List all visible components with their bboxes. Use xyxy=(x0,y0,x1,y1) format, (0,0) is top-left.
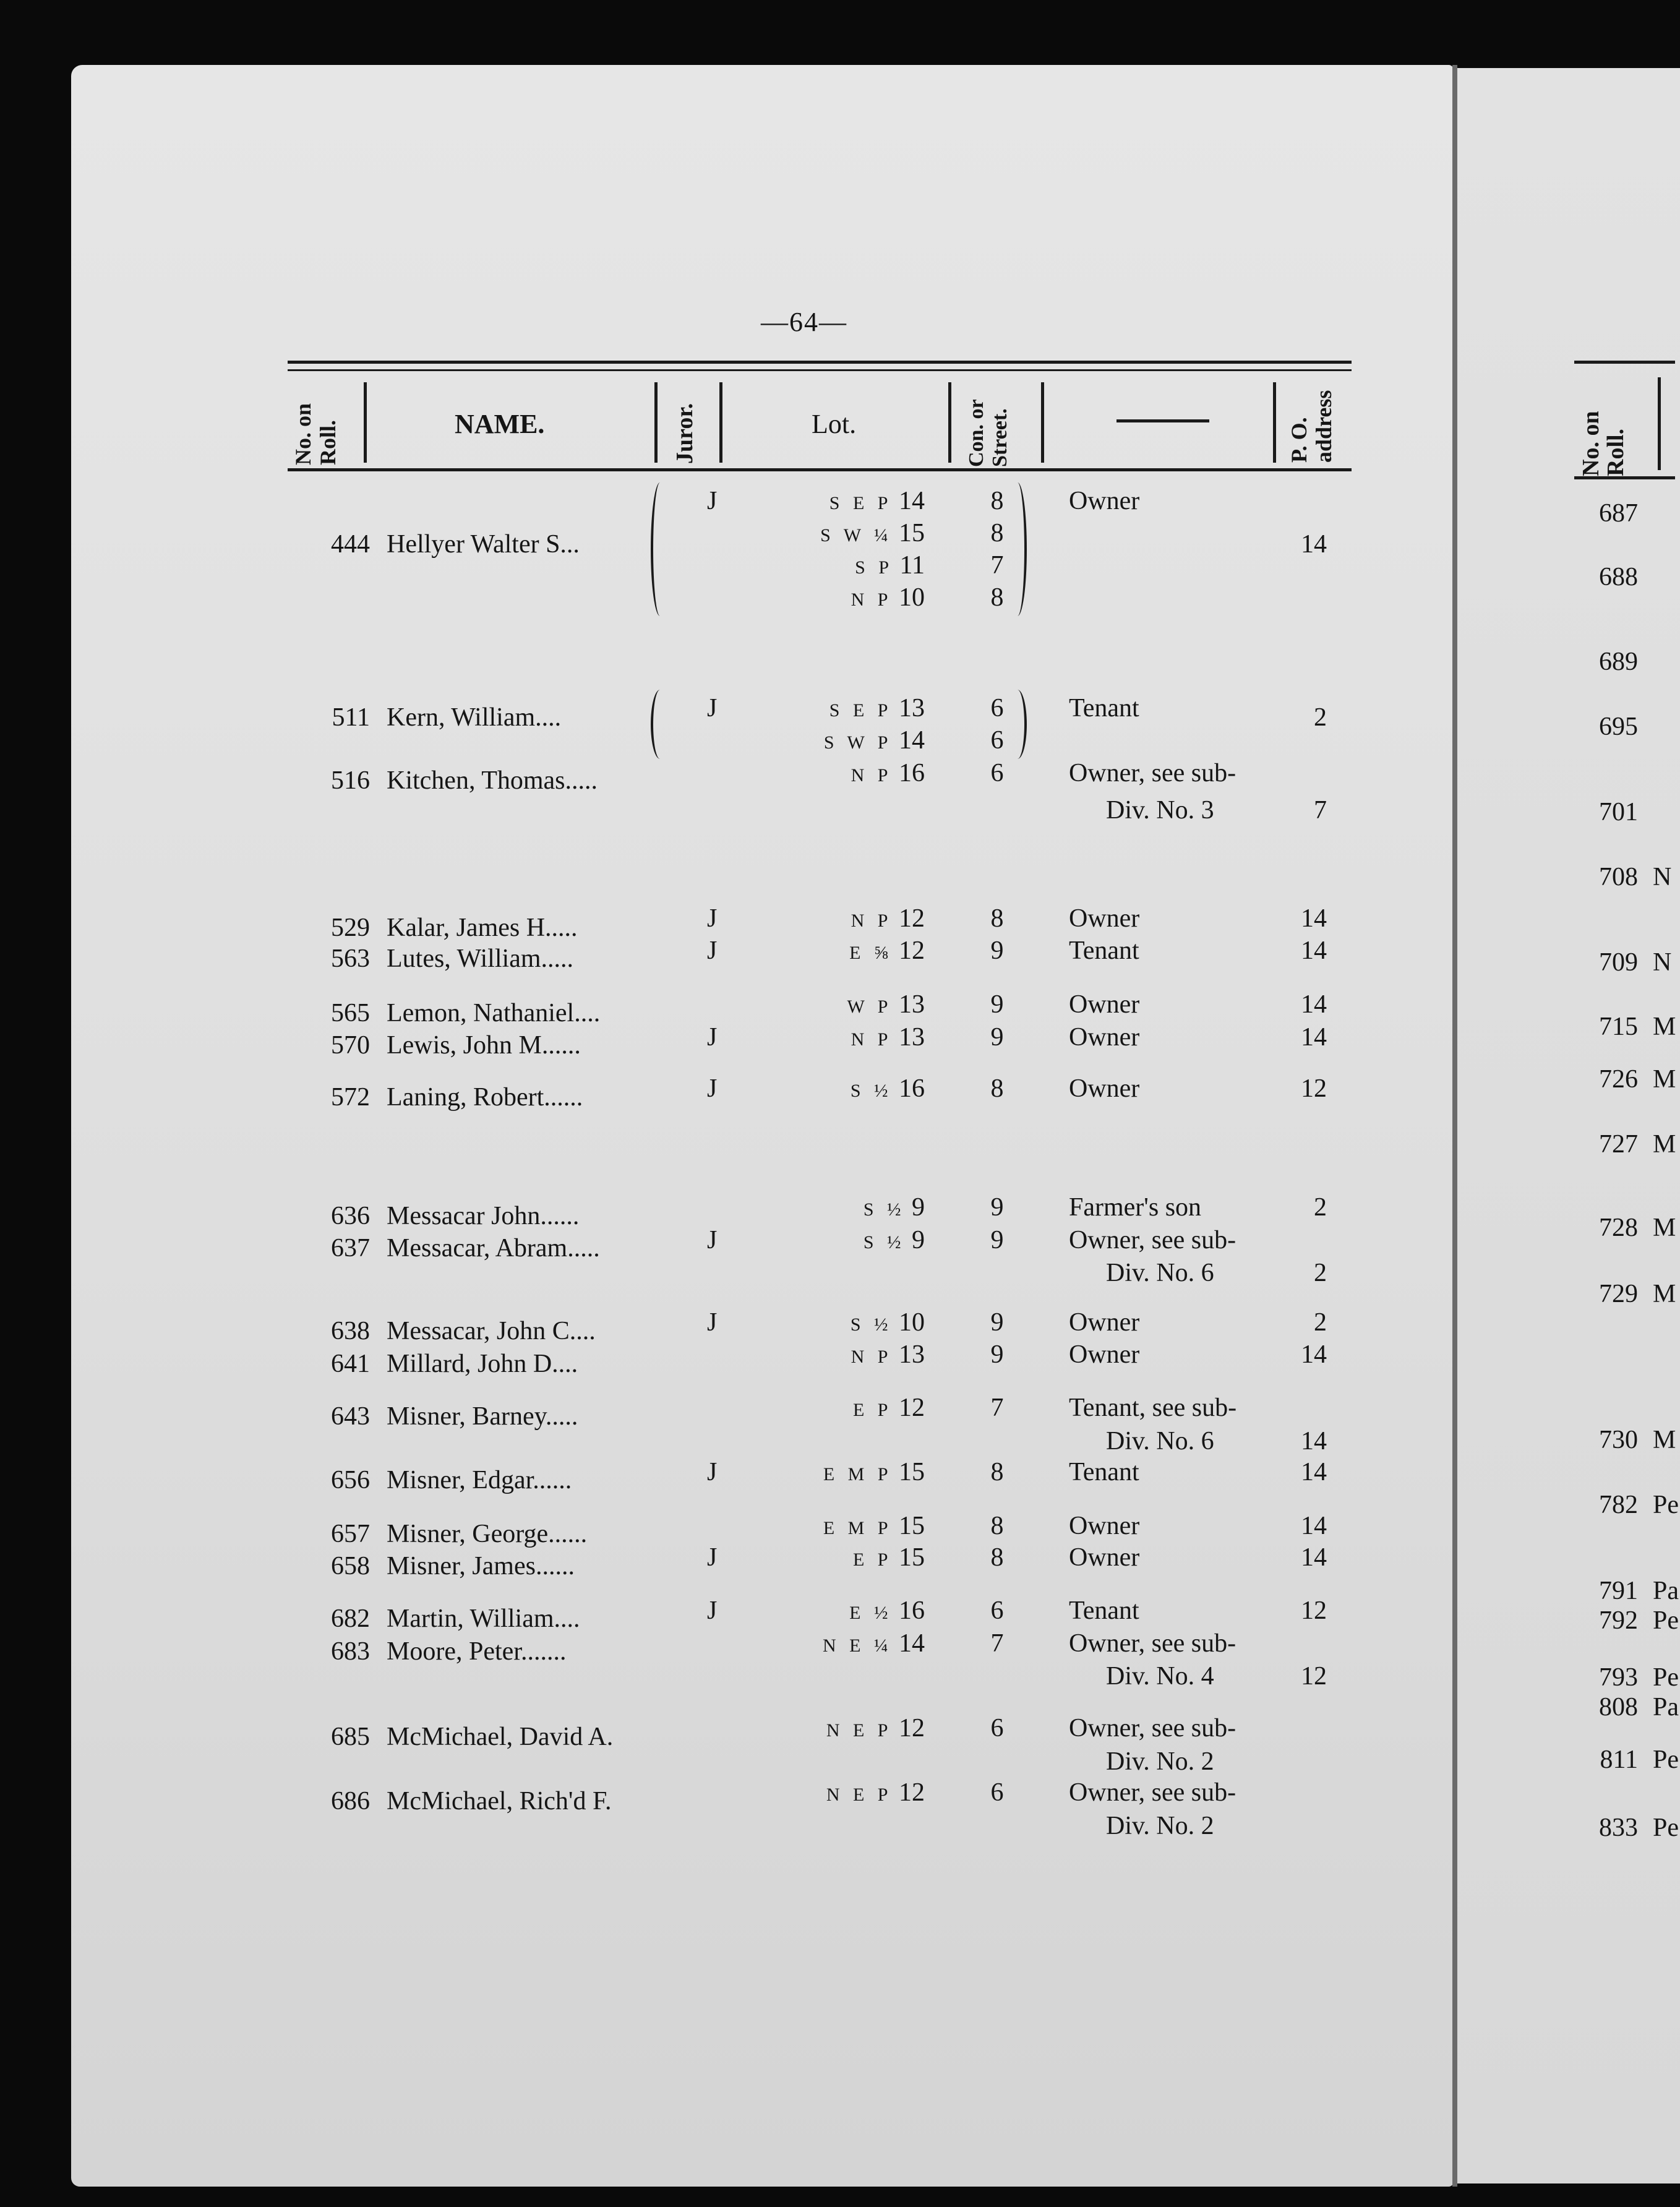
owner-status: Owner, see sub- xyxy=(1069,1714,1236,1742)
lot-number: 14 xyxy=(892,1629,925,1658)
juror-mark: J xyxy=(707,694,718,722)
lot-number: 12 xyxy=(892,1714,925,1742)
roll-number: 570 xyxy=(331,1031,370,1060)
right-header-top-rule xyxy=(1574,361,1675,364)
right-entry-name: Pa xyxy=(1653,1693,1679,1721)
lot-designation xyxy=(739,519,925,550)
lot-designation xyxy=(739,904,925,935)
lot-designation xyxy=(739,1629,925,1660)
owner-status: Owner, see sub- xyxy=(1069,1629,1236,1658)
entry-name: Lemon, Nathaniel.... xyxy=(387,999,601,1027)
lot-part: E P xyxy=(852,1400,893,1420)
lot-designation xyxy=(739,1193,925,1224)
lot-designation xyxy=(739,990,925,1021)
po-address: 2 xyxy=(1314,1259,1327,1287)
right-header-roll: No. on Roll. xyxy=(1578,411,1629,476)
po-address: 14 xyxy=(1301,1340,1327,1369)
col-sep-4 xyxy=(948,382,951,463)
roll-number: 686 xyxy=(331,1787,370,1815)
lot-number: 13 xyxy=(892,1023,925,1052)
right-entry-name: N xyxy=(1653,863,1672,891)
po-address: 7 xyxy=(1314,796,1327,825)
right-entry-name: Pa xyxy=(1653,1577,1679,1605)
concession-number: 9 xyxy=(990,1226,1004,1254)
roll-number: 682 xyxy=(331,1605,370,1633)
lot-part: W P xyxy=(847,996,893,1017)
lot-part: S ½ xyxy=(863,1232,906,1253)
lot-part: S W P xyxy=(823,732,893,753)
lot-part: E ⅝ xyxy=(849,943,893,963)
right-col-sep xyxy=(1658,377,1661,470)
concession-number: 9 xyxy=(990,1193,1004,1222)
right-roll-number: 730 xyxy=(1599,1426,1638,1454)
roll-number: 529 xyxy=(331,914,370,942)
col-sep-5 xyxy=(1041,382,1044,463)
po-address: 14 xyxy=(1301,1543,1327,1572)
right-roll-number: 687 xyxy=(1599,499,1638,528)
juror-mark: J xyxy=(707,1226,718,1254)
lot-designation xyxy=(739,1023,925,1054)
roll-number: 657 xyxy=(331,1520,370,1548)
juror-mark: J xyxy=(707,1308,718,1337)
owner-status: Owner, see sub- xyxy=(1069,759,1236,787)
right-entry-name: M xyxy=(1653,1065,1676,1094)
po-address: 14 xyxy=(1301,1023,1327,1052)
roll-number: 643 xyxy=(331,1402,370,1431)
owner-status: Tenant xyxy=(1069,936,1139,965)
entry-name: Kern, William.... xyxy=(387,703,562,732)
owner-status: Tenant xyxy=(1069,1458,1139,1486)
owner-status: Owner xyxy=(1069,904,1140,933)
entry-name: Messacar, John C.... xyxy=(387,1317,596,1345)
owner-status: Div. No. 6 xyxy=(1106,1427,1214,1455)
right-entry-name: Pe xyxy=(1653,1491,1679,1519)
po-address: 14 xyxy=(1301,936,1327,965)
concession-number: 8 xyxy=(990,904,1004,933)
entry-name: Misner, George...... xyxy=(387,1520,588,1548)
right-entry-name: M xyxy=(1653,1130,1676,1159)
lot-number: 10 xyxy=(892,583,925,612)
roll-number: 685 xyxy=(331,1723,370,1751)
concession-number: 7 xyxy=(990,1394,1004,1422)
entry-name: Lewis, John M...... xyxy=(387,1031,581,1060)
owner-status: Div. No. 4 xyxy=(1106,1662,1214,1691)
entry-name: Martin, William.... xyxy=(387,1605,580,1633)
roll-number: 641 xyxy=(331,1350,370,1378)
owner-status: Tenant xyxy=(1069,1596,1139,1625)
po-address: 2 xyxy=(1314,1193,1327,1222)
owner-status: Tenant, see sub- xyxy=(1069,1394,1237,1422)
po-address: 12 xyxy=(1301,1662,1327,1691)
juror-mark: J xyxy=(707,936,718,965)
lot-part: N E P xyxy=(826,1720,893,1741)
lot-number: 16 xyxy=(892,1074,925,1103)
lot-brace xyxy=(1008,690,1027,759)
juror-mark: J xyxy=(707,487,718,515)
entry-name: Messacar John...... xyxy=(387,1202,580,1230)
lot-part: S E P xyxy=(829,493,893,513)
juror-mark: J xyxy=(707,1458,718,1486)
owner-status: Div. No. 6 xyxy=(1106,1259,1214,1287)
lot-part: E M P xyxy=(823,1464,893,1485)
header-status-dash xyxy=(1116,419,1209,422)
concession-number: 9 xyxy=(990,1308,1004,1337)
lot-designation xyxy=(739,759,925,790)
owner-status: Owner xyxy=(1069,487,1140,515)
owner-status: Owner xyxy=(1069,990,1140,1019)
lot-brace xyxy=(1008,482,1027,616)
lot-part: E M P xyxy=(823,1518,893,1538)
book-gutter xyxy=(1452,65,1457,2187)
lot-part: S P xyxy=(855,557,894,578)
right-roll-number: 715 xyxy=(1599,1013,1638,1041)
header-lot: Lot. xyxy=(812,409,857,439)
left-page xyxy=(71,65,1454,2187)
owner-status: Div. No. 3 xyxy=(1106,796,1214,825)
roll-number: 683 xyxy=(331,1637,370,1666)
concession-number: 6 xyxy=(990,694,1004,722)
juror-mark: J xyxy=(707,904,718,933)
concession-number: 8 xyxy=(990,1074,1004,1103)
lot-number: 16 xyxy=(892,1596,925,1625)
po-address: 12 xyxy=(1301,1074,1327,1103)
right-roll-number: 689 xyxy=(1599,648,1638,676)
entry-name: McMichael, Rich'd F. xyxy=(387,1787,612,1815)
entry-name: Kitchen, Thomas..... xyxy=(387,766,598,795)
lot-part: S ½ xyxy=(863,1199,906,1220)
concession-number: 8 xyxy=(990,487,1004,515)
lot-number: 13 xyxy=(892,990,925,1019)
lot-number: 15 xyxy=(892,519,925,547)
lot-number: 14 xyxy=(892,487,925,515)
entry-name: Millard, John D.... xyxy=(387,1350,578,1378)
po-address: 12 xyxy=(1301,1596,1327,1625)
lot-number: 9 xyxy=(905,1193,925,1222)
roll-number: 637 xyxy=(331,1234,370,1262)
roll-number: 656 xyxy=(331,1466,370,1494)
right-entry-name: M xyxy=(1653,1426,1676,1454)
right-entry-name: M xyxy=(1653,1280,1676,1308)
right-entry-name: N xyxy=(1653,948,1672,977)
entry-name: Moore, Peter....... xyxy=(387,1637,567,1666)
right-roll-number: 793 xyxy=(1599,1663,1638,1692)
lot-number: 15 xyxy=(892,1458,925,1486)
concession-number: 8 xyxy=(990,1543,1004,1572)
lot-designation xyxy=(739,583,925,614)
po-address: 14 xyxy=(1301,904,1327,933)
lot-part: N E ¼ xyxy=(823,1635,893,1656)
concession-number: 9 xyxy=(990,990,1004,1019)
roll-number: 638 xyxy=(331,1317,370,1345)
lot-part: S ½ xyxy=(850,1314,893,1335)
roll-number: 444 xyxy=(331,530,370,559)
lot-part: N P xyxy=(851,911,893,931)
right-roll-number: 727 xyxy=(1599,1130,1638,1159)
lot-designation xyxy=(739,1458,925,1489)
owner-status: Owner xyxy=(1069,1023,1140,1052)
concession-number: 9 xyxy=(990,1023,1004,1052)
lot-number: 12 xyxy=(892,936,925,965)
right-page xyxy=(1457,68,1680,2183)
owner-status: Owner xyxy=(1069,1543,1140,1572)
owner-status: Tenant xyxy=(1069,694,1139,722)
right-roll-number: 833 xyxy=(1599,1814,1638,1842)
lot-number: 12 xyxy=(892,904,925,933)
header-name: NAME. xyxy=(455,409,545,439)
juror-mark: J xyxy=(707,1596,718,1625)
lot-designation xyxy=(739,1778,925,1809)
header-po: P. O. address xyxy=(1287,390,1336,463)
juror-mark: J xyxy=(707,1023,718,1052)
lot-designation xyxy=(739,1596,925,1627)
lot-designation xyxy=(739,694,925,725)
col-sep-2 xyxy=(654,382,658,463)
right-header-bottom-rule xyxy=(1574,476,1675,479)
concession-number: 6 xyxy=(990,1778,1004,1807)
lot-designation xyxy=(739,1543,925,1574)
header-bottom-rule xyxy=(288,468,1352,471)
owner-status: Owner xyxy=(1069,1074,1140,1103)
lot-designation xyxy=(739,726,925,757)
col-sep-3 xyxy=(719,382,722,463)
col-sep-6 xyxy=(1273,382,1276,463)
right-roll-number: 709 xyxy=(1599,948,1638,977)
juror-mark: J xyxy=(707,1074,718,1103)
roll-number: 563 xyxy=(331,945,370,973)
right-roll-number: 688 xyxy=(1599,563,1638,591)
entry-name: Laning, Robert...... xyxy=(387,1083,583,1112)
po-address: 2 xyxy=(1314,703,1327,732)
lot-part: S E P xyxy=(829,700,893,721)
lot-part: N P xyxy=(851,589,893,610)
concession-number: 6 xyxy=(990,1714,1004,1742)
lot-number: 11 xyxy=(893,551,925,580)
lot-number: 10 xyxy=(892,1308,925,1337)
right-roll-number: 726 xyxy=(1599,1065,1638,1094)
lot-number: 14 xyxy=(892,726,925,755)
owner-status: Div. No. 2 xyxy=(1106,1812,1214,1840)
roll-number: 565 xyxy=(331,999,370,1027)
lot-part: E ½ xyxy=(849,1603,893,1623)
right-entry-name: Pe xyxy=(1653,1746,1679,1774)
concession-number: 8 xyxy=(990,583,1004,612)
owner-status: Owner, see sub- xyxy=(1069,1778,1236,1807)
lot-part: E P xyxy=(852,1549,893,1570)
lot-number: 15 xyxy=(892,1543,925,1572)
header-juror: Juror. xyxy=(672,403,698,464)
juror-mark: J xyxy=(707,1543,718,1572)
entry-name: Messacar, Abram..... xyxy=(387,1234,600,1262)
right-entry-name: M xyxy=(1653,1214,1676,1242)
right-entry-name: Pe xyxy=(1653,1663,1679,1692)
owner-status: Farmer's son xyxy=(1069,1193,1202,1222)
right-roll-number: 708 xyxy=(1599,863,1638,891)
concession-number: 6 xyxy=(990,1596,1004,1625)
right-roll-number: 729 xyxy=(1599,1280,1638,1308)
owner-status: Owner, see sub- xyxy=(1069,1226,1236,1254)
concession-number: 8 xyxy=(990,519,1004,547)
owner-status: Owner xyxy=(1069,1308,1140,1337)
lot-number: 12 xyxy=(892,1394,925,1422)
concession-number: 6 xyxy=(990,726,1004,755)
entry-name: Misner, Edgar...... xyxy=(387,1466,572,1494)
po-address: 14 xyxy=(1301,990,1327,1019)
entry-name: Misner, Barney..... xyxy=(387,1402,578,1431)
lot-designation xyxy=(739,1308,925,1339)
po-address: 14 xyxy=(1301,530,1327,559)
header-con: Con. or Street. xyxy=(965,400,1011,467)
right-roll-number: 728 xyxy=(1599,1214,1638,1242)
lot-part: N P xyxy=(851,1029,893,1050)
lot-number: 12 xyxy=(892,1778,925,1807)
lot-number: 13 xyxy=(892,694,925,722)
owner-status: Owner xyxy=(1069,1512,1140,1540)
entry-name: Hellyer Walter S... xyxy=(387,530,580,559)
lot-part: N P xyxy=(851,765,893,786)
right-roll-number: 782 xyxy=(1599,1491,1638,1519)
po-address: 14 xyxy=(1301,1512,1327,1540)
concession-number: 7 xyxy=(990,1629,1004,1658)
lot-designation xyxy=(739,1226,925,1257)
concession-number: 6 xyxy=(990,759,1004,787)
roll-number: 572 xyxy=(331,1083,370,1112)
right-roll-number: 701 xyxy=(1599,798,1638,826)
lot-designation xyxy=(739,1074,925,1105)
owner-status: Div. No. 2 xyxy=(1106,1747,1214,1776)
lot-part: N P xyxy=(851,1347,893,1367)
lot-designation xyxy=(739,551,925,582)
right-entry-name: Pe xyxy=(1653,1814,1679,1842)
col-sep-1 xyxy=(364,382,367,463)
owner-status: Owner xyxy=(1069,1340,1140,1369)
lot-part: S W ¼ xyxy=(820,525,893,546)
entry-name: Lutes, William..... xyxy=(387,945,573,973)
concession-number: 8 xyxy=(990,1458,1004,1486)
lot-number: 13 xyxy=(892,1340,925,1369)
right-roll-number: 792 xyxy=(1599,1606,1638,1635)
lot-part: N E P xyxy=(826,1785,893,1805)
roll-number: 511 xyxy=(332,703,370,732)
entry-name: McMichael, David A. xyxy=(387,1723,614,1751)
entry-name: Kalar, James H..... xyxy=(387,914,578,942)
roll-number: 636 xyxy=(331,1202,370,1230)
lot-part: S ½ xyxy=(850,1081,893,1101)
lot-designation xyxy=(739,1512,925,1543)
roll-number: 658 xyxy=(331,1552,370,1580)
lot-designation xyxy=(739,1340,925,1371)
entry-name: Misner, James...... xyxy=(387,1552,575,1580)
concession-number: 8 xyxy=(990,1512,1004,1540)
name-brace xyxy=(651,690,669,759)
header-roll: No. on Roll. xyxy=(291,403,340,465)
po-address: 14 xyxy=(1301,1458,1327,1486)
concession-number: 7 xyxy=(990,551,1004,580)
page-number: —64— xyxy=(761,307,847,337)
concession-number: 9 xyxy=(990,1340,1004,1369)
lot-designation xyxy=(739,1394,925,1425)
lot-designation xyxy=(739,1714,925,1745)
roll-number: 516 xyxy=(331,766,370,795)
right-entry-name: Pe xyxy=(1653,1606,1679,1635)
name-brace xyxy=(651,482,669,616)
lot-designation xyxy=(739,936,925,967)
header-top-rule-2 xyxy=(288,369,1352,371)
right-roll-number: 811 xyxy=(1600,1746,1638,1774)
lot-number: 9 xyxy=(905,1226,925,1254)
concession-number: 9 xyxy=(990,936,1004,965)
right-entry-name: M xyxy=(1653,1013,1676,1041)
header-top-rule xyxy=(288,361,1352,364)
lot-number: 15 xyxy=(892,1512,925,1540)
po-address: 14 xyxy=(1301,1427,1327,1455)
lot-number: 16 xyxy=(892,759,925,787)
right-roll-number: 695 xyxy=(1599,713,1638,741)
lot-designation xyxy=(739,487,925,518)
right-roll-number: 791 xyxy=(1599,1577,1638,1605)
right-roll-number: 808 xyxy=(1599,1693,1638,1721)
po-address: 2 xyxy=(1314,1308,1327,1337)
